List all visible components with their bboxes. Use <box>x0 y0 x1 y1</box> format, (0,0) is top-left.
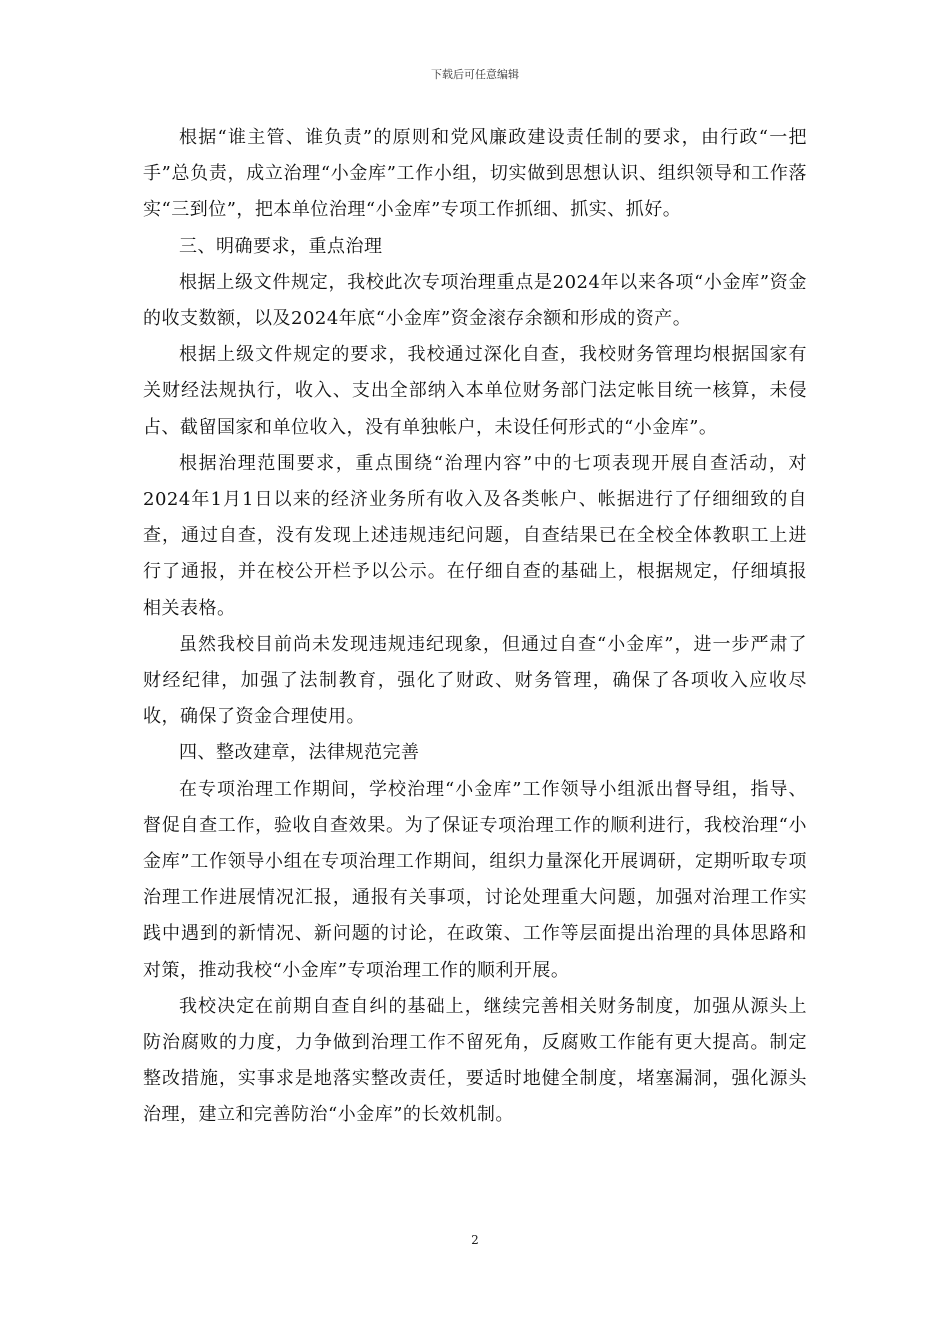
paragraph-responsibility: 根据“谁主管、谁负责”的原则和党风廉政建设责任制的要求，由行政“一把手”总负责，成立治理“小金库”工作小组，切实做到思想认识、组织领导和工作落实“三到位”，把本单位治理“小金库”专项工作抓细、抓实、抓好。 <box>143 127 807 221</box>
section-heading-3: 三、明确要求，重点治理 <box>179 235 383 257</box>
paragraph-self-check: 根据上级文件规定的要求，我校通过深化自查，我校财务管理均根据国家有关财经法规执行，收入、支出全部纳入本单位财务部门法定帐目统一核算，未侵占、截留国家和单位收入，没有单独帐户，未设任何形式的“小金库”。 <box>143 344 807 438</box>
paragraph-rectification: 我校决定在前期自查自纠的基础上，继续完善相关财务制度，加强从源头上防治腐败的力度，力争做到治理工作不留死角，反腐败工作能有更大提高。制定整改措施，实事求是地落实整改责任，要适时地健全制度，堵塞漏洞，强化源头治理，建立和完善防治“小金库”的长效机制。 <box>143 995 807 1126</box>
paragraph-focus: 根据上级文件规定，我校此次专项治理重点是2024年以来各项“小金库”资金的收支数额，以及2024年底“小金库”资金滚存余额和形成的资产。 <box>143 271 807 330</box>
paragraph-supervision: 在专项治理工作期间，学校治理“小金库”工作领导小组派出督导组，指导、督促自查工作，验收自查效果。为了保证专项治理工作的顺利进行，我校治理“小金库”工作领导小组在专项治理工作期间，组织力量深化开展调研，定期听取专项治理工作进展情况汇报，通报有关事项，讨论处理重大问题，加强对治理工作实践中遇到的新情况、新问题的讨论，在政策、工作等层面提出治理的具体思路和对策，推动我校“小金库”专项治理工作的顺利开展。 <box>143 778 807 981</box>
paragraph-discipline: 虽然我校目前尚未发现违规违纪现象，但通过自查“小金库”，进一步严肃了财经纪律，加强了法制教育，强化了财政、财务管理，确保了各项收入应收尽收，确保了资金合理使用。 <box>143 633 807 728</box>
paragraph-scope: 根据治理范围要求，重点围绕“治理内容”中的七项表现开展自查活动，对2024年1月1日以来的经济业务所有收入及各类帐户、帐据进行了仔细细致的自查，通过自查，没有发现上述违规违纪问题，自查结果已在全校全体教职工上进行了通报，并在校公开栏予以公示。在仔细自查的基础上，根据规定，仔细填报相关表格。 <box>143 452 807 619</box>
header-note: 下载后可任意编辑 <box>431 68 519 81</box>
section-heading-4: 四、整改建章，法律规范完善 <box>179 742 420 764</box>
page-number: 2 <box>471 1233 479 1247</box>
document-body <box>143 120 807 1134</box>
